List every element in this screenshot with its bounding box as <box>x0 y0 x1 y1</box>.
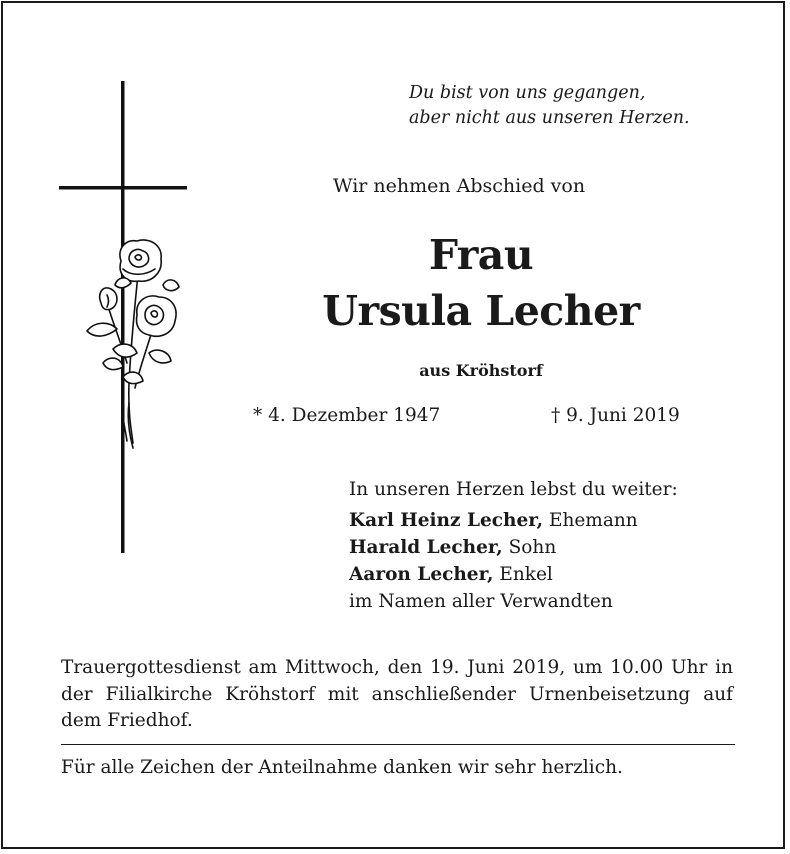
death-date: † 9. Juni 2019 <box>551 405 680 426</box>
mourner-relation: Sohn <box>502 537 557 558</box>
service-details: Trauergottesdienst am Mittwoch, den 19. Juni 2019, um 10.00 Uhr in der Filialkirche Kröhstorf mit anschließender Urnenbeisetzung auf dem Friedhof. <box>61 657 733 731</box>
origin: aus Kröhstorf <box>419 361 543 380</box>
divider <box>61 744 735 745</box>
deceased-name: Ursula Lecher <box>322 287 640 335</box>
mourner-row <box>349 507 638 534</box>
motto <box>409 81 690 131</box>
salutation: Frau <box>428 231 534 279</box>
birth-date: * 4. Dezember 1947 <box>253 405 441 426</box>
motto-line-2: aber nicht aus unseren Herzen. <box>409 108 690 128</box>
mourner-name: Karl Heinz Lecher, <box>349 510 544 531</box>
mourners-closing: im Namen aller Verwandten <box>349 591 613 612</box>
obituary-notice <box>1 1 785 849</box>
mourner-name: Harald Lecher, <box>349 537 503 558</box>
mourner-relation: Enkel <box>493 564 553 585</box>
mourners-list <box>349 507 638 615</box>
mourner-row <box>349 561 638 588</box>
mourner-relation: Ehemann <box>543 510 638 531</box>
intro-text: Wir nehmen Abschied von <box>333 175 586 197</box>
thanks-text: Für alle Zeichen der Anteilnahme danken wir sehr herzlich. <box>61 757 623 778</box>
motto-line-1: Du bist von uns gegangen, <box>409 83 646 103</box>
mourner-row <box>349 534 638 561</box>
mourners-heading: In unseren Herzen lebst du weiter: <box>349 479 678 500</box>
mourner-name: Aaron Lecher, <box>349 564 494 585</box>
